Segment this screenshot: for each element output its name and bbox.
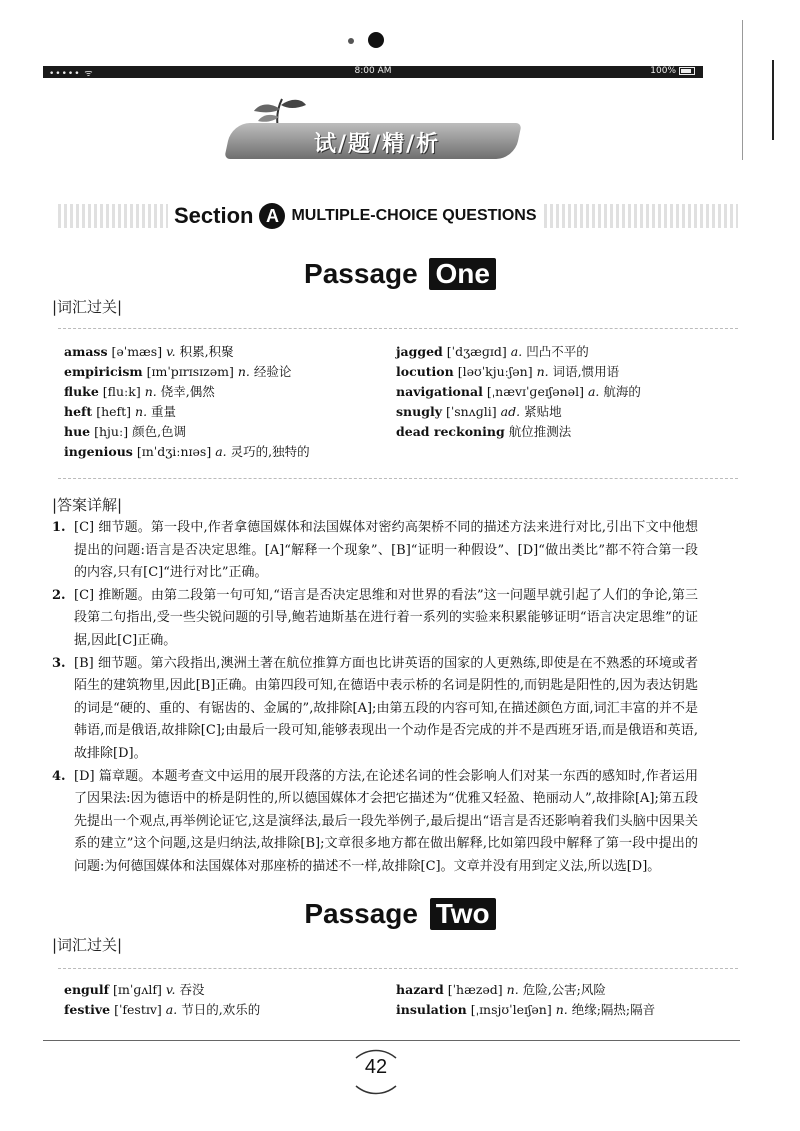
vocab-meaning: 重量 [151, 404, 177, 419]
signal-icon: ••••• ᯤ [49, 69, 94, 79]
section-letter-badge: A [259, 203, 285, 229]
vocab-meaning: 词语,惯用语 [552, 364, 620, 379]
vocab-entry [64, 980, 260, 1000]
vocab-entry [64, 342, 310, 362]
answer-item [52, 585, 698, 653]
vocab-meaning: 积累,积聚 [179, 344, 234, 359]
vocab-pos: a. [510, 344, 523, 359]
battery-percent: 100% [650, 66, 676, 76]
vocab-phonetic: [ˈhæzəd] [447, 982, 503, 997]
vocab-pos: n. [555, 1002, 568, 1017]
vocab-pos: ad. [500, 404, 521, 419]
answer-text: [C] 细节题。第一段中,作者拿德国媒体和法国媒体对密约高架桥不同的描述方法来进行对比,引出下文中他想提出的问题:语言是否决定思维。[A]“解释一个现象”、[B]“证明一种假设”、[D]“做出类比”都不符合第一段的内容,只有[C]“进行对比”正确。 [74, 520, 698, 581]
vocab-phonetic: [ˌnævɪˈɡeɪʃənəl] [486, 384, 584, 399]
passage-one-title [0, 258, 800, 290]
vocab-entry [64, 402, 310, 422]
vocab-word: hazard [396, 982, 444, 997]
answer-text: [B] 细节题。第六段指出,澳洲土著在航位推算方面也比讲英语的国家的人更熟练,即使是在不熟悉的环境或者陌生的建筑物里,因此[B]正确。由第四段可知,在德语中表示桥的名词是阴性的,而钥匙是阳性的,因为表达钥匙的词是“硬的、重的、有锯齿的、金属的”,故排除[A];由第五段的内容可知,在描述颜色方面,词汇丰富的并不是韩语,而是俄语,故排除[C];由最后一段可知,能够表现出一个动作是否完成的并不是西班牙语,而是俄语和英语,故排除[D]。 [74, 655, 698, 761]
vocab-phonetic: [əˈmæs] [111, 344, 163, 359]
page-number: 42 [364, 1056, 388, 1078]
answer-list [52, 517, 698, 879]
vocab-word: fluke [64, 384, 99, 399]
vocab-entry [396, 382, 641, 402]
vocab-phonetic: [ɪnˈɡʌlf] [112, 982, 162, 997]
vocab-phonetic: [ˈfestɪv] [114, 1002, 162, 1017]
vocab-meaning: 航海的 [603, 384, 641, 399]
vocab-entry [396, 342, 641, 362]
status-bar [43, 66, 703, 78]
vocab-word: heft [64, 404, 93, 419]
answer-item [52, 517, 698, 585]
status-time: 8:00 AM [354, 66, 392, 76]
divider [58, 968, 738, 969]
vocab-entry [64, 1000, 260, 1020]
vocab-word: dead reckoning [396, 424, 505, 439]
vocab-entry [64, 442, 310, 462]
vocab-entry [64, 362, 310, 382]
vocab-entry [396, 362, 641, 382]
passage-word: Passage [304, 898, 418, 929]
vocab-pos: a. [587, 384, 600, 399]
vocab-label: |词汇过关| [52, 298, 123, 316]
vocab-meaning: 颜色,色调 [132, 424, 187, 439]
vocab-entry [64, 382, 310, 402]
vocab-entry [396, 422, 641, 442]
vocab-meaning: 凹凸不平的 [526, 344, 589, 359]
vocab-phonetic: [ləʊˈkjuːʃən] [457, 364, 533, 379]
section-header [58, 200, 738, 232]
vocab-pos: a. [215, 444, 227, 459]
vocab-word: engulf [64, 982, 109, 997]
vocab-list-left [64, 342, 310, 462]
vocab-list-right [396, 342, 641, 442]
battery-icon [679, 67, 695, 75]
vocab-meaning: 经验论 [253, 364, 292, 379]
passage-two-title [0, 898, 800, 930]
answer-number: 1. [52, 520, 66, 535]
vocab-phonetic: [ɪnˈdʒiːnɪəs] [136, 444, 212, 459]
vocab-word: navigational [396, 384, 483, 399]
vocab-word: festive [64, 1002, 111, 1017]
vocab-list-right [396, 980, 655, 1020]
vocab-word: hue [64, 424, 91, 439]
divider [58, 478, 738, 479]
vocab-pos: n. [506, 982, 519, 997]
vocab-meaning: 航位推测法 [508, 424, 572, 439]
vocab-meaning: 吞没 [179, 982, 205, 997]
vocab-word: amass [64, 344, 108, 359]
answer-number: 2. [52, 587, 66, 603]
vocab-phonetic: [ˌɪnsjʊˈleɪʃən] [470, 1002, 552, 1017]
answer-number: 3. [52, 655, 66, 671]
vocab-phonetic: [ˈsnʌɡli] [445, 404, 497, 419]
page-edge-line [742, 20, 743, 160]
answer-text: [D] 篇章题。本题考查文中运用的展开段落的方法,在论述名词的性会影响人们对某一东西的感知时,作者运用了因果法:因为德语中的桥是阴性的,所以德国媒体才会把它描述为“优雅又轻盈、艳丽动人”,故排除[A];第五段先提出一个观点,再举例论证它,这是演绎法,最后一段先举例子,最后提出“语言是否还影响着我们头脑中因果关系的建立”这个问题,这是归纳法,故排除[B];文章很多地方都在做出解释,比如第四段中解释了第一段中提出的问题:为何德国媒体和法国媒体对那座桥的描述不一样,故排除[C]。文章并没有用到定义法,所以选[D]。 [74, 768, 698, 874]
vocab-meaning: 节日的,欢乐的 [181, 1002, 261, 1017]
vocab-label: |词汇过关| [52, 936, 123, 954]
answer-number: 4. [52, 768, 66, 784]
battery-indicator [650, 66, 695, 76]
section-title [168, 200, 543, 232]
answers-label: |答案详解| [52, 496, 123, 514]
vocab-phonetic: [hjuː] [94, 424, 129, 439]
vocab-entry [64, 422, 310, 442]
vocab-word: jagged [396, 344, 443, 359]
vocab-entry [396, 1000, 655, 1020]
banner-title: 试/题/精/析 [314, 132, 441, 157]
answer-item [52, 766, 698, 879]
vocab-phonetic: [fluːk] [102, 384, 141, 399]
passage-number-badge: Two [430, 898, 496, 930]
vocab-phonetic: [ˈdʒæɡɪd] [446, 344, 507, 359]
vocab-entry [396, 980, 655, 1000]
vocab-meaning: 危险,公害;风险 [522, 982, 606, 997]
passage-number-badge: One [429, 258, 495, 290]
vocab-word: insulation [396, 1002, 467, 1017]
section-subtitle: MULTIPLE-CHOICE QUESTIONS [291, 207, 537, 224]
vocab-pos: a. [165, 1002, 178, 1017]
vocab-pos: n. [135, 404, 148, 419]
section-banner [228, 95, 528, 165]
answer-text: [C] 推断题。由第二段第一句可知,“语言是否决定思维和对世界的看法”这一问题早就引起了人们的争论,第三段第二句指出,受一些尖锐问题的引导,鲍若迪斯基在进行着一系列的实验来积累能够证明“语言决定思维”的证据,因此[C]正确。 [74, 587, 698, 648]
vocab-meaning: 灵巧的,独特的 [230, 444, 310, 459]
page-edge-mark [772, 60, 774, 140]
vocab-meaning: 绝缘;隔热;隔音 [571, 1002, 656, 1017]
camera-sensor-icon [348, 38, 354, 44]
passage-word: Passage [304, 258, 418, 289]
vocab-entry [396, 402, 641, 422]
vocab-meaning: 紧贴地 [524, 404, 562, 419]
vocab-pos: v. [166, 344, 176, 359]
divider [58, 328, 738, 329]
vocab-word: empiricism [64, 364, 143, 379]
vocab-phonetic: [ɪmˈpɪrɪsɪzəm] [146, 364, 234, 379]
vocab-pos: n. [237, 364, 250, 379]
vocab-pos: n. [536, 364, 549, 379]
vocab-pos: v. [165, 982, 176, 997]
vocab-word: locution [396, 364, 454, 379]
vocab-word: ingenious [64, 444, 133, 459]
answer-item [52, 653, 698, 766]
vocab-word: snugly [396, 404, 442, 419]
camera-icon [368, 32, 384, 48]
vocab-meaning: 侥幸,偶然 [160, 384, 215, 399]
bottom-rule [43, 1040, 740, 1041]
vocab-phonetic: [heft] [96, 404, 132, 419]
vocab-pos: n. [144, 384, 157, 399]
section-word: Section [174, 203, 254, 228]
vocab-list-left [64, 980, 260, 1020]
